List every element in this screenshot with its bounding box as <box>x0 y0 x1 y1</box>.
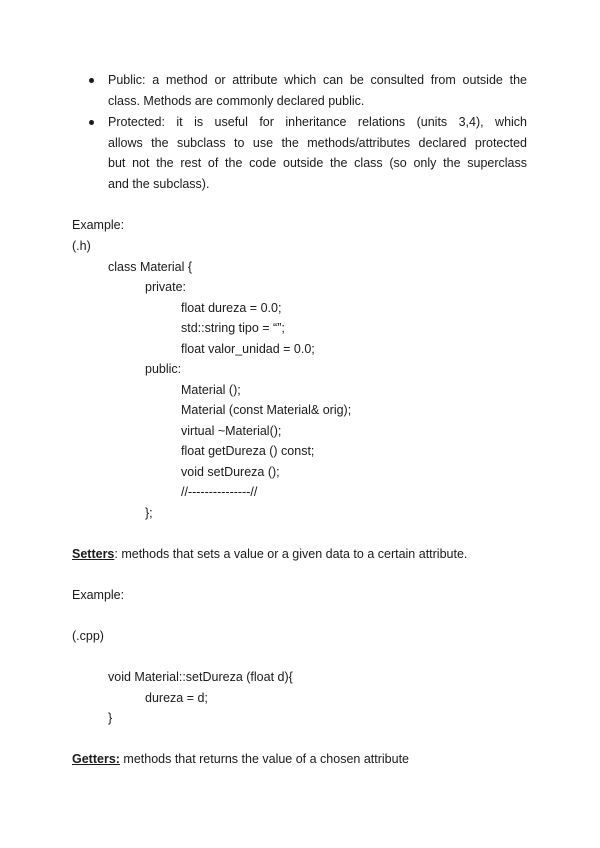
bullet-public-icon <box>89 78 94 83</box>
code-line: std::string tipo = “”; <box>181 321 285 335</box>
example-label: Example: <box>72 588 125 602</box>
code-line: virtual ~Material(); <box>181 424 282 438</box>
getters-definition: methods that returns the value of a chosen attribute <box>119 752 409 766</box>
bullet-protected-line-4: and the subclass). <box>108 177 210 191</box>
bullet-public-line-2: class. Methods are commonly declared public. <box>108 94 365 108</box>
code-line: void Material::setDureza (float d){ <box>108 670 293 684</box>
code-line: void setDureza (); <box>181 465 280 479</box>
bullet-protected-line-3: but not the rest of the code outside the class (so only the superclass <box>108 156 527 170</box>
code-line: } <box>108 711 113 725</box>
code-line: }; <box>145 506 153 520</box>
setters-term: Setters <box>72 547 115 561</box>
file-label-cpp: (.cpp) <box>72 629 104 643</box>
file-label-h: (.h) <box>72 239 91 253</box>
code-line: public: <box>145 362 182 376</box>
setters-definition: : methods that sets a value or a given data to a certain attribute. <box>114 547 468 561</box>
getters-paragraph <box>72 751 409 767</box>
example-label: Example: <box>72 218 125 232</box>
getters-term: Getters: <box>72 752 120 766</box>
bullet-protected-line-1: Protected: it is useful for inheritance relations (units 3,4), which <box>108 115 527 129</box>
setters-paragraph <box>72 546 467 562</box>
code-line: Material (); <box>181 383 241 397</box>
code-line: dureza = d; <box>145 691 208 705</box>
code-line: //---------------// <box>181 485 258 499</box>
bullet-public-line-1: Public: a method or attribute which can be consulted from outside the <box>108 73 527 87</box>
code-line: private: <box>145 280 186 294</box>
bullet-protected-line-2: allows the subclass to use the methods/attributes declared protected <box>108 136 527 150</box>
code-line: float dureza = 0.0; <box>181 301 282 315</box>
code-line: float valor_unidad = 0.0; <box>181 342 315 356</box>
code-line: class Material { <box>108 260 193 274</box>
bullet-protected-icon <box>89 120 94 125</box>
code-line: float getDureza () const; <box>181 444 315 458</box>
code-line: Material (const Material& orig); <box>181 403 352 417</box>
